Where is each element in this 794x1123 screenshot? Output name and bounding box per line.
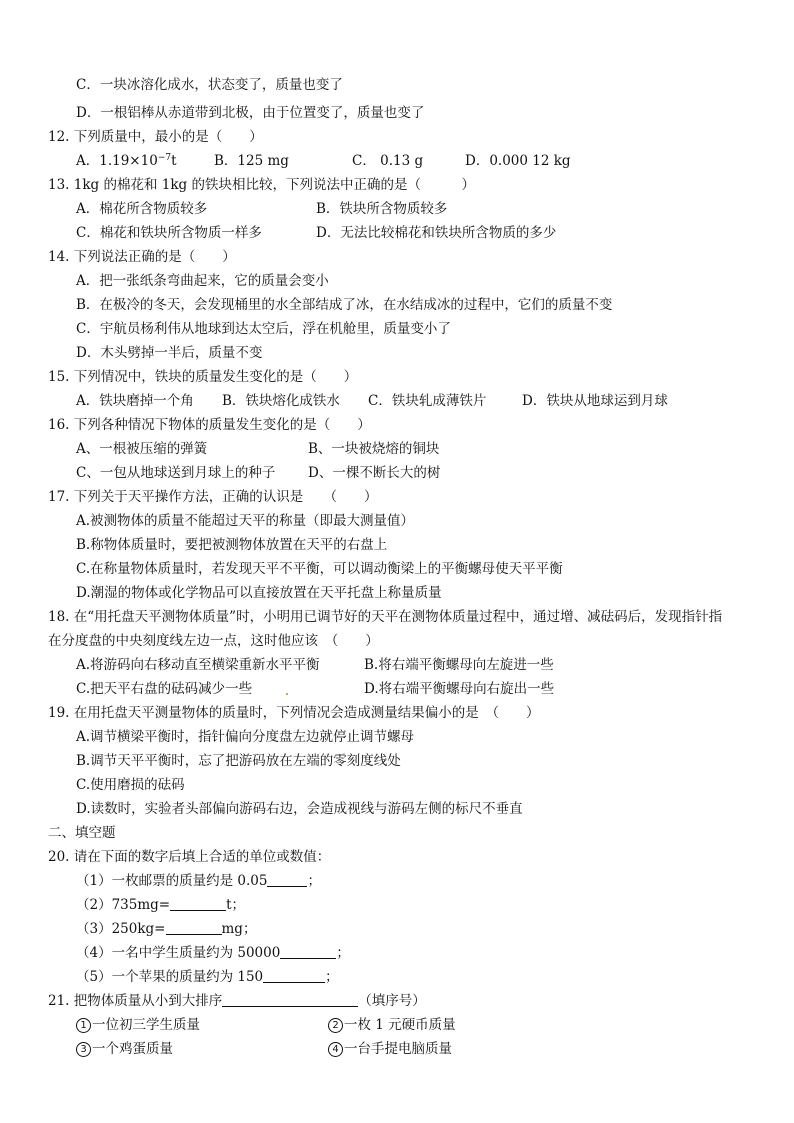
q14-option-a: A．把一张纸条弯曲起来，它的质量会变小 <box>76 273 329 289</box>
q19-option-a: A.调节横梁平衡时，指针偏向分度盘左边就停止调节螺母 <box>76 729 415 745</box>
q12-option-d: D．0.000 12 kg <box>465 153 571 169</box>
q21-stem: 21. 把物体质量从小到大排序 （填序号） <box>48 993 426 1009</box>
q20-item-2: （2）735mg= t； <box>76 897 246 913</box>
q16-option-d: D、一棵不断长大的树 <box>308 465 441 481</box>
q20-stem: 20. 请在下面的数字后填上合适的单位或数值： <box>48 849 331 865</box>
q17-stem: 17. 下列关于天平操作方法，正确的认识是 （ ） <box>48 489 378 505</box>
q17-option-a: A.被测物体的质量不能超过天平的称量（即最大测量值） <box>76 513 415 529</box>
answer-blank[interactable] <box>170 896 226 911</box>
q16-option-a: A、一根被压缩的弹簧 <box>76 441 208 457</box>
q15-option-a: A．铁块磨掉一个角 <box>76 393 194 409</box>
stray-mark <box>286 693 288 695</box>
q16-option-b: B、一块被烧熔的铜块 <box>308 441 440 457</box>
q13-stem: 13. 1kg 的棉花和 1kg 的铁块相比较，下列说法中正确的是（ ） <box>48 177 475 193</box>
answer-blank[interactable] <box>263 968 325 983</box>
q20-item-4: （4）一名中学生质量约为 50000 ； <box>76 945 350 961</box>
answer-blank[interactable] <box>280 944 336 959</box>
q21-option-4: 4 一台手提电脑质量 <box>328 1040 452 1058</box>
q21-option-1: 1 一位初三学生质量 <box>76 1016 200 1034</box>
q12-option-a: A．$1.19\times 10^{-7}t$ <box>76 153 177 169</box>
q13-option-b: B．铁块所含物质较多 <box>316 201 448 217</box>
q12-option-c: C． 0.13 g <box>352 153 424 169</box>
q11-option-d: D．一根铝棒从赤道带到北极，由于位置变了，质量也变了 <box>76 105 425 121</box>
q17-option-c: C.在称量物体质量时，若发现天平不平衡，可以调动衡梁上的平衡螺母使天平平衡 <box>76 561 563 577</box>
q18-option-b: B.将右端平衡螺母向左旋进一些 <box>364 657 554 673</box>
q13-option-c: C．棉花和铁块所含物质一样多 <box>76 225 262 241</box>
q12-stem: 12. 下列质量中，最小的是（ ） <box>48 129 263 145</box>
q21-option-2: 2 一枚 1 元硬币质量 <box>328 1016 456 1034</box>
q15-option-b: B．铁块熔化成铁水 <box>222 393 340 409</box>
q16-option-c: C、一包从地球送到月球上的种子 <box>76 465 276 481</box>
circled-number: 3 <box>76 1042 91 1057</box>
q19-option-d: D.读数时，实验者头部偏向游码右边，会造成视线与游码左侧的标尺不垂直 <box>76 801 523 817</box>
q18-option-c: C.把天平右盘的砝码减少一些 <box>76 681 253 697</box>
q14-option-d: D．木头劈掉一半后，质量不变 <box>76 345 263 361</box>
q18-stem-line2: 在分度盘的中央刻度线左边一点，这时他应该 （ ） <box>48 633 379 649</box>
q20-item-1: （1）一枚邮票的质量约是 0.05 ； <box>76 873 321 889</box>
q20-item-3: （3）250kg= mg； <box>76 921 257 937</box>
q19-stem: 19. 在用托盘天平测量物体的质量时，下列情况会造成测量结果偏小的是 （ ） <box>48 705 540 721</box>
q15-option-d: D．铁块从地球运到月球 <box>522 393 668 409</box>
q14-option-c: C．宇航员杨利伟从地球到达太空后，浮在机舱里，质量变小了 <box>76 321 451 337</box>
circled-number: 2 <box>328 1018 343 1033</box>
q15-option-c: C．铁块轧成薄铁片 <box>368 393 487 409</box>
q14-option-b: B．在极冷的冬天，会发现桶里的水全部结成了冰，在水结成冰的过程中，它们的质量不变 <box>76 297 613 313</box>
q17-option-d: D.潮湿的物体或化学物品可以直接放置在天平托盘上称量质量 <box>76 585 442 601</box>
q11-option-c: C．一块冰溶化成水，状态变了，质量也变了 <box>76 77 343 93</box>
q15-stem: 15. 下列情况中，铁块的质量发生变化的是（ ） <box>48 369 358 385</box>
q20-item-5: （5）一个苹果的质量约为 150 ； <box>76 969 339 985</box>
q18-option-a: A.将游码向右移动直至横梁重新水平平衡 <box>76 657 320 673</box>
q21-option-3: 3 一个鸡蛋质量 <box>76 1040 173 1058</box>
q13-option-d: D．无法比较棉花和铁块所含物质的多少 <box>316 225 557 241</box>
answer-blank[interactable] <box>267 872 307 887</box>
q14-stem: 14. 下列说法正确的是（ ） <box>48 249 236 265</box>
circled-number: 1 <box>76 1018 91 1033</box>
q18-stem-line1: 18. 在“用托盘天平测物体质量”时，小明用已调节好的天平在测物体质量过程中，通过增、减砝码后，发现指针指 <box>48 609 723 625</box>
q16-stem: 16. 下列各种情况下物体的质量发生变化的是（ ） <box>48 417 371 433</box>
q18-option-d: D.将右端平衡螺母向右旋出一些 <box>364 681 555 697</box>
q19-option-b: B.调节天平平衡时，忘了把游码放在左端的零刻度线处 <box>76 753 401 769</box>
q19-option-c: C.使用磨损的砝码 <box>76 777 185 793</box>
q12-option-b: B．125 mg <box>214 153 289 169</box>
answer-blank[interactable] <box>222 992 358 1007</box>
q17-option-b: B.称物体质量时，要把被测物体放置在天平的右盘上 <box>76 537 388 553</box>
answer-blank[interactable] <box>166 920 222 935</box>
section-heading-fill-in: 二、填空题 <box>48 825 116 841</box>
circled-number: 4 <box>328 1042 343 1057</box>
q13-option-a: A．棉花所含物质较多 <box>76 201 208 217</box>
